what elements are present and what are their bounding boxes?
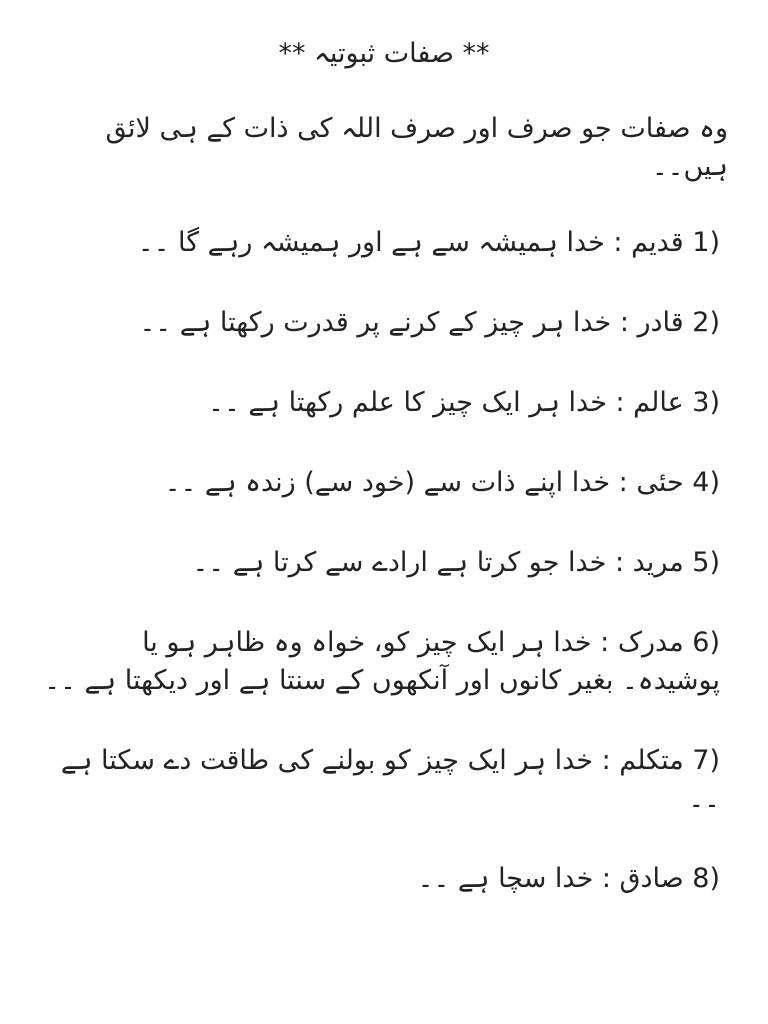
document-intro: وہ صفات جو صرف اور صرف اللہ کی ذات کے ہی لائق ہیں۔۔ <box>105 113 728 182</box>
item-text: صادق : خدا سچا ہے ۔۔ <box>417 863 684 894</box>
item-number: 2) <box>692 307 720 338</box>
document-title: ** صفات ثبوتیہ ** <box>278 38 490 69</box>
list-item <box>40 464 728 502</box>
item-text: قادر : خدا ہر چیز کے کرنے پر قدرت رکھتا ہے ۔۔ <box>139 307 684 338</box>
item-number: 1) <box>692 227 720 258</box>
item-text: قدیم : خدا ہمیشہ سے ہے اور ہمیشہ رہے گا ۔۔ <box>137 227 684 258</box>
attributes-list <box>40 224 728 898</box>
list-item <box>40 624 728 700</box>
list-item <box>40 860 728 898</box>
item-number: 7) <box>692 745 720 776</box>
item-text: مدرک : خدا ہر ایک چیز کو، خواہ وہ ظاہر ہو یا پوشیدہ۔ بغیر کانوں اور آنکھوں کے سنتا ہے اور دیکھتا ہے ۔۔ <box>44 627 720 696</box>
item-text: متکلم : خدا ہر ایک چیز کو بولنے کی طاقت دے سکتا ہے ۔۔ <box>60 745 720 814</box>
item-text: حئی : خدا اپنے ذات سے (خود سے) زندہ ہے ۔۔ <box>164 467 684 498</box>
item-number: 8) <box>692 863 720 894</box>
item-number: 3) <box>692 387 720 418</box>
list-item <box>40 304 728 342</box>
list-item <box>40 742 728 818</box>
list-item <box>40 384 728 422</box>
item-number: 6) <box>692 627 720 658</box>
item-text: مرید : خدا جو کرتا ہے ارادے سے کرتا ہے ۔۔ <box>192 547 684 578</box>
item-number: 4) <box>692 467 720 498</box>
list-item <box>40 224 728 262</box>
item-number: 5) <box>692 547 720 578</box>
item-text: عالم : خدا ہر ایک چیز کا علم رکھتا ہے ۔۔ <box>208 387 684 418</box>
list-item <box>40 544 728 582</box>
